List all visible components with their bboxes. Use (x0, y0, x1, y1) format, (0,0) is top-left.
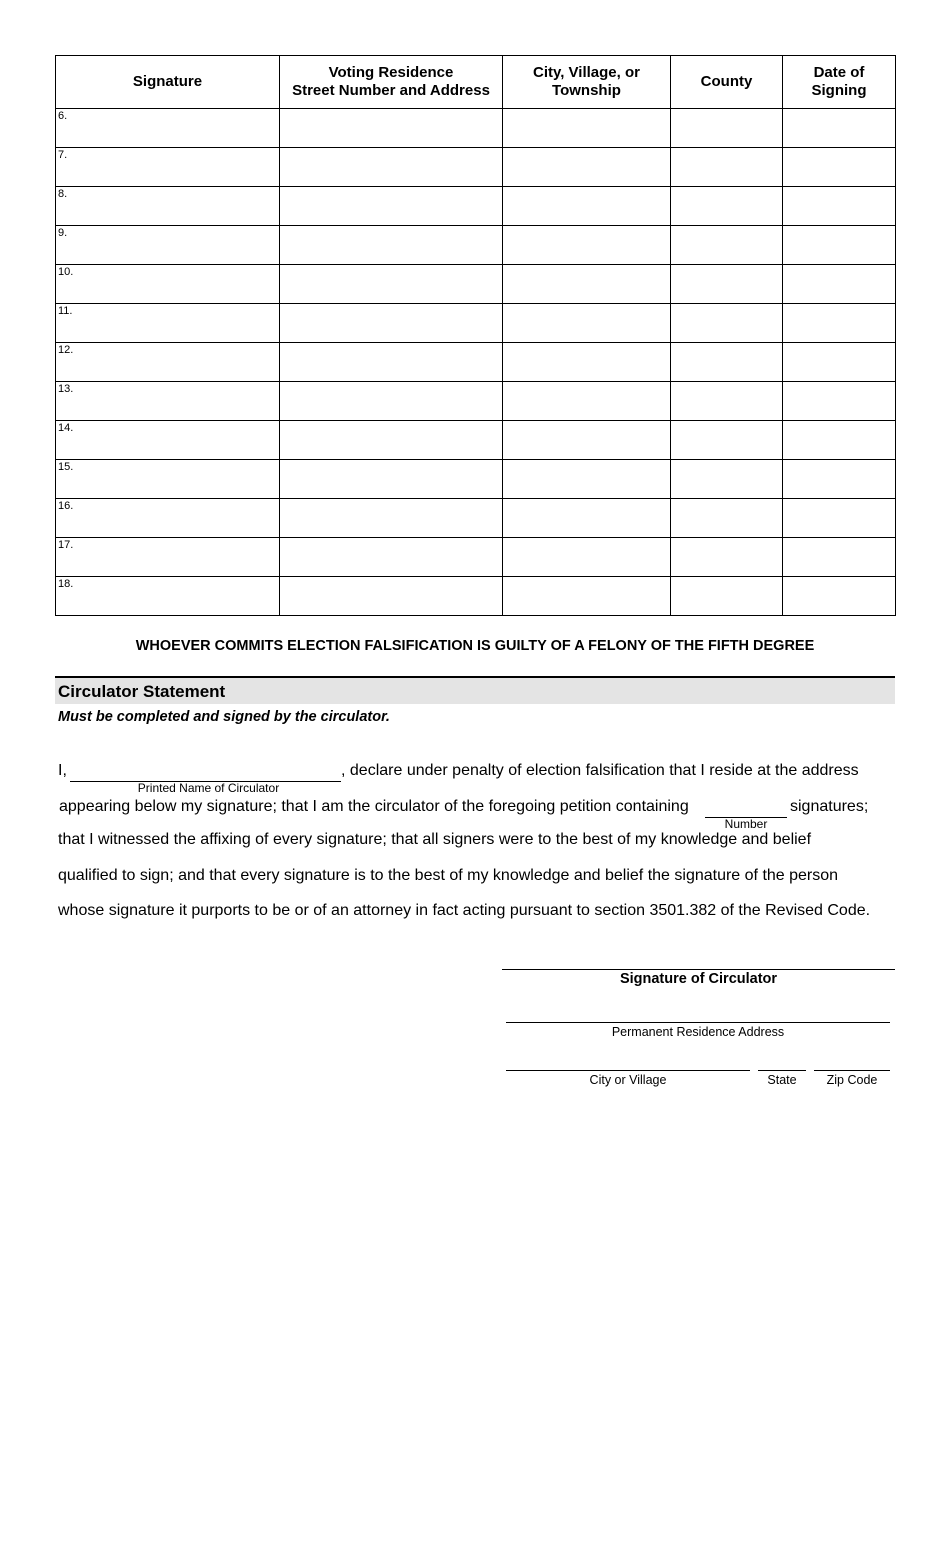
state-label: State (767, 1073, 797, 1087)
residence-cell[interactable] (280, 226, 503, 265)
signature-cell[interactable] (56, 109, 280, 148)
table-row (56, 577, 896, 616)
signature-table (55, 55, 896, 616)
felony-warning: WHOEVER COMMITS ELECTION FALSIFICATION IS GUILTY OF A FELONY OF THE FIFTH DEGREE (135, 638, 815, 654)
signature-cell[interactable] (56, 148, 280, 187)
county-cell[interactable] (671, 304, 783, 343)
city-cell[interactable] (503, 382, 671, 421)
header-city-village-township: City, Village, or Township (503, 56, 671, 109)
number-label: Number (724, 817, 768, 831)
table-row (56, 109, 896, 148)
table-row (56, 304, 896, 343)
city-cell[interactable] (503, 499, 671, 538)
date-cell[interactable] (783, 499, 896, 538)
statement-line1-suffix: , declare under penalty of election falsification that I reside at the address (341, 762, 859, 779)
date-cell[interactable] (783, 538, 896, 577)
county-cell[interactable] (671, 499, 783, 538)
date-cell[interactable] (783, 109, 896, 148)
county-cell[interactable] (671, 265, 783, 304)
statement-line1-prefix: I, (58, 762, 67, 779)
county-cell[interactable] (671, 382, 783, 421)
row-number: 17. (58, 539, 74, 551)
residence-cell[interactable] (280, 109, 503, 148)
row-number: 11. (58, 305, 73, 317)
table-row (56, 343, 896, 382)
header-signature: Signature (56, 56, 280, 109)
residence-cell[interactable] (280, 265, 503, 304)
county-cell[interactable] (671, 187, 783, 226)
row-number: 6. (58, 110, 68, 122)
city-cell[interactable] (503, 577, 671, 616)
signature-cell[interactable] (56, 499, 280, 538)
printed-name-label: Printed Name of Circulator (137, 781, 280, 795)
circulator-statement-title: Circulator Statement (58, 682, 226, 701)
signature-cell[interactable] (56, 460, 280, 499)
city-cell[interactable] (503, 538, 671, 577)
county-cell[interactable] (671, 109, 783, 148)
county-cell[interactable] (671, 343, 783, 382)
table-header-row (56, 56, 896, 109)
table-row (56, 538, 896, 577)
date-cell[interactable] (783, 148, 896, 187)
signature-cell[interactable] (56, 343, 280, 382)
signature-cell[interactable] (56, 577, 280, 616)
residence-cell[interactable] (280, 577, 503, 616)
table-row (56, 265, 896, 304)
residence-cell[interactable] (280, 148, 503, 187)
city-cell[interactable] (503, 460, 671, 499)
county-cell[interactable] (671, 148, 783, 187)
table-row (56, 421, 896, 460)
zip-code-line[interactable] (814, 1070, 890, 1071)
row-number: 12. (58, 344, 74, 356)
city-cell[interactable] (503, 304, 671, 343)
signature-cell[interactable] (56, 538, 280, 577)
row-number: 8. (58, 188, 68, 200)
permanent-residence-address-label: Permanent Residence Address (611, 1025, 785, 1039)
date-cell[interactable] (783, 304, 896, 343)
city-village-line[interactable] (506, 1070, 750, 1071)
county-cell[interactable] (671, 538, 783, 577)
row-number: 18. (58, 578, 74, 590)
header-date-of-signing: Date of Signing (783, 56, 896, 109)
table-row (56, 499, 896, 538)
residence-cell[interactable] (280, 538, 503, 577)
printed-name-field[interactable] (70, 763, 341, 782)
signature-of-circulator-label: Signature of Circulator (619, 971, 778, 987)
statement-line4: qualified to sign; and that every signature is to the best of my knowledge and belief the signature of the person (58, 867, 839, 884)
county-cell[interactable] (671, 577, 783, 616)
statement-line3: that I witnessed the affixing of every signature; that all signers were to the best of my knowledge and belief (58, 831, 812, 848)
statement-line2-suffix: signatures; (790, 798, 869, 815)
signature-cell[interactable] (56, 421, 280, 460)
signature-cell[interactable] (56, 382, 280, 421)
row-number: 15. (58, 461, 74, 473)
circulator-instruction: Must be completed and signed by the circulator. (58, 709, 390, 725)
statement-line2-prefix: appearing below my signature; that I am the circulator of the foregoing petition containing (59, 798, 689, 815)
table-row (56, 148, 896, 187)
row-number: 13. (58, 383, 74, 395)
date-cell[interactable] (783, 226, 896, 265)
city-cell[interactable] (503, 226, 671, 265)
city-or-village-label: City or Village (589, 1073, 667, 1087)
header-voting-residence: Voting Residence Street Number and Address (280, 56, 503, 109)
signature-cell[interactable] (56, 265, 280, 304)
city-cell[interactable] (503, 148, 671, 187)
signature-cell[interactable] (56, 187, 280, 226)
date-cell[interactable] (783, 343, 896, 382)
city-cell[interactable] (503, 187, 671, 226)
county-cell[interactable] (671, 421, 783, 460)
date-cell[interactable] (783, 421, 896, 460)
signature-cell[interactable] (56, 226, 280, 265)
residence-address-line[interactable] (506, 1022, 890, 1023)
residence-cell[interactable] (280, 460, 503, 499)
zip-code-label: Zip Code (826, 1073, 878, 1087)
residence-cell[interactable] (280, 421, 503, 460)
residence-cell[interactable] (280, 187, 503, 226)
residence-cell[interactable] (280, 343, 503, 382)
county-cell[interactable] (671, 226, 783, 265)
date-cell[interactable] (783, 577, 896, 616)
row-number: 14. (58, 422, 74, 434)
signature-count-field[interactable] (705, 799, 787, 818)
date-cell[interactable] (783, 187, 896, 226)
header-county: County (671, 56, 783, 109)
city-cell[interactable] (503, 109, 671, 148)
residence-cell[interactable] (280, 499, 503, 538)
residence-cell[interactable] (280, 304, 503, 343)
table-row (56, 187, 896, 226)
city-cell[interactable] (503, 421, 671, 460)
date-cell[interactable] (783, 265, 896, 304)
date-cell[interactable] (783, 460, 896, 499)
row-number: 10. (58, 266, 74, 278)
city-cell[interactable] (503, 343, 671, 382)
row-number: 16. (58, 500, 74, 512)
row-number: 7. (58, 149, 68, 161)
date-cell[interactable] (783, 382, 896, 421)
county-cell[interactable] (671, 460, 783, 499)
circulator-signature-line[interactable] (502, 969, 895, 970)
state-line[interactable] (758, 1070, 806, 1071)
statement-line5: whose signature it purports to be or of an attorney in fact acting pursuant to section 3501.382 of the Revised Code. (58, 902, 871, 919)
row-number: 9. (58, 227, 68, 239)
table-row (56, 226, 896, 265)
city-cell[interactable] (503, 265, 671, 304)
table-row (56, 382, 896, 421)
signature-cell[interactable] (56, 304, 280, 343)
table-row (56, 460, 896, 499)
residence-cell[interactable] (280, 382, 503, 421)
